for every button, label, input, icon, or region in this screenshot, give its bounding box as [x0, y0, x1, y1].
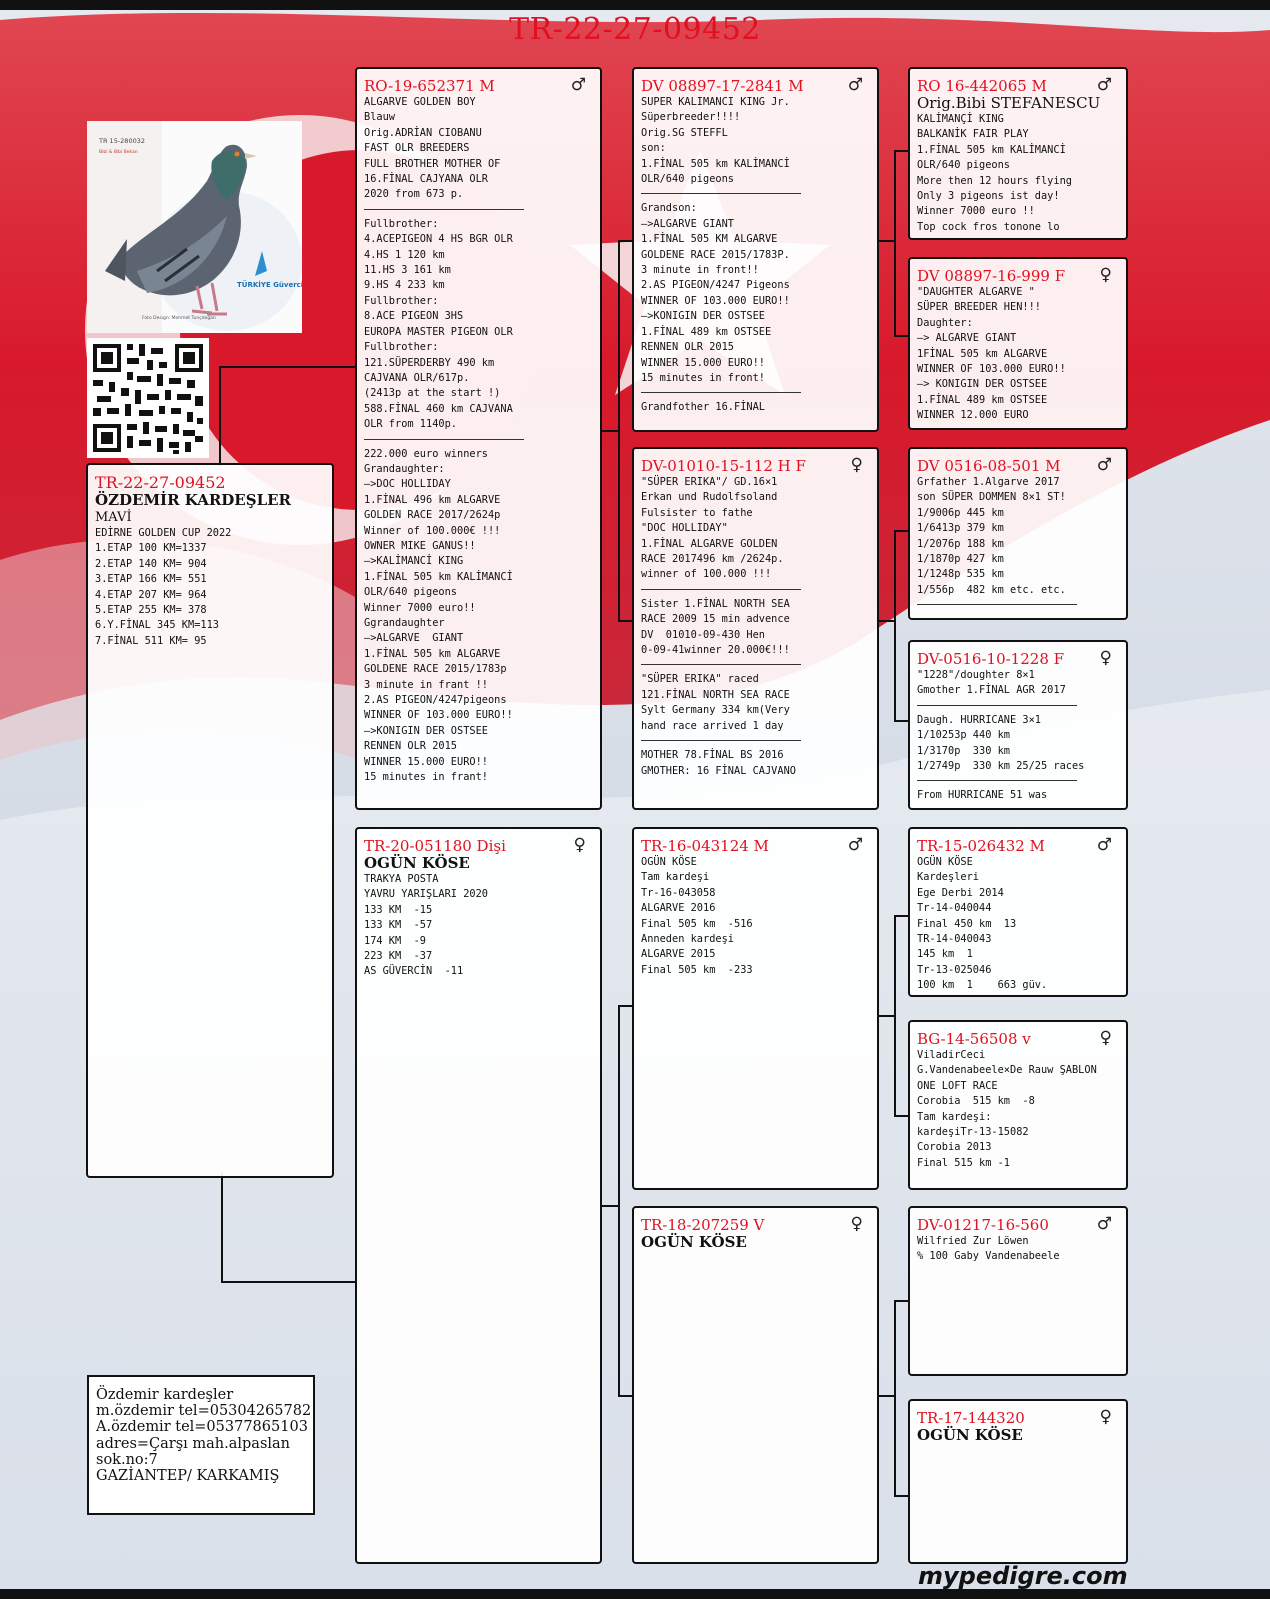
- detail-line: WINNER OF 103.000 EURO!!: [641, 294, 790, 307]
- origin-name: Orig.Bibi STEFANESCU: [917, 94, 1101, 112]
- detail-line: Fullbrother:: [364, 341, 439, 354]
- sss-card[interactable]: [908, 67, 1128, 240]
- detail-line: Orig.ADRİAN CIOBANU: [364, 126, 482, 139]
- detail-line: —> KONIGIN DER OSTSEE: [917, 378, 1048, 391]
- detail-line: GOLDENE RACE 2015/1783P.: [641, 248, 790, 261]
- detail-line: Süperbreeder!!!!: [641, 111, 741, 124]
- owner-name: OGÜN KÖSE: [917, 1426, 1023, 1444]
- details: [917, 1234, 1119, 1265]
- male-icon: ♂: [570, 75, 586, 95]
- detail-line: "1228"/doughter 8×1: [917, 669, 1035, 681]
- detail-line: 1.FİNAL 489 km OSTSEE: [917, 393, 1048, 406]
- owner-name: ÖZDEMİR KARDEŞLER: [95, 491, 292, 509]
- detail-line: ONE LOFT RACE: [917, 1079, 998, 1092]
- detail-line: Daughter:: [917, 316, 973, 329]
- ring-number: TR-15-026432 M: [917, 837, 1045, 855]
- connector-line: [618, 1005, 632, 1007]
- detail-line: Final 450 km 13: [917, 917, 1017, 930]
- dam-dam-card[interactable]: [632, 1206, 879, 1564]
- detail-line: 1.FİNAL 505 km KALİMANCİ: [364, 570, 513, 583]
- detail-line: 133 KM -57: [364, 919, 433, 932]
- detail-line: son SÜPER DOMMEN 8×1 ST!: [917, 491, 1066, 504]
- details: [641, 855, 870, 978]
- pigeon-photo: [87, 121, 302, 333]
- detail-line: 5.ETAP 255 KM= 378: [95, 604, 207, 617]
- detail-line: WINNER 15.000 EURO!!: [364, 755, 488, 768]
- detail-line: 1FİNAL 505 km ALGARVE: [917, 347, 1048, 360]
- pigeon-photo-card: [87, 121, 302, 333]
- photo-ring-text: TR 15-280032: [99, 137, 145, 145]
- detail-line: ALGARVE 2016: [641, 902, 716, 915]
- ring-number: DV-0516-10-1228 F: [917, 650, 1065, 668]
- detail-line: 2020 from 673 p.: [364, 188, 464, 201]
- divider: [917, 780, 1077, 781]
- connector-line: [894, 915, 896, 1115]
- ssd-card[interactable]: [908, 257, 1128, 430]
- detail-line: 7.FİNAL 511 KM= 95: [95, 634, 207, 647]
- detail-line: 100 km 1 663 güv.: [917, 979, 1048, 992]
- connector-line: [618, 1005, 620, 1395]
- detail-line: —>ALGARVE GIANT: [641, 217, 734, 230]
- detail-line: WINNER 12.000 EURO: [917, 409, 1029, 422]
- detail-line: 1/3170p 330 km: [917, 744, 1010, 757]
- detail-line: SUPER KALIMANCI KING Jr.: [641, 96, 790, 108]
- detail-line: AS GÜVERCİN -11: [364, 965, 464, 978]
- detail-line: 1/6413p 379 km: [917, 522, 1004, 535]
- detail-line: 1.FİNAL 505 km KALİMANCİ: [917, 143, 1066, 156]
- contact-line: Özdemir kardeşler: [96, 1387, 234, 1403]
- detail-line: 588.FİNAL 460 km CAJVANA: [364, 402, 513, 415]
- connector-line: [601, 1205, 619, 1207]
- detail-line: 1/1248p 535 km: [917, 568, 1004, 581]
- details: [917, 285, 1119, 424]
- detail-line: 3 minute in front!!: [641, 264, 759, 277]
- detail-line: G.Vandenabeele×De Rauw ŞABLON: [917, 1064, 1097, 1077]
- detail-line: 1/10253p 440 km: [917, 729, 1010, 742]
- detail-line: Gmother 1.FİNAL AGR 2017: [917, 684, 1066, 697]
- detail-line: Ege Derbi 2014: [917, 886, 1004, 899]
- detail-line: Tam kardeşi:: [917, 1110, 992, 1123]
- detail-line: —>ALGARVE GIANT: [364, 632, 464, 645]
- male-icon: ♂: [1096, 1214, 1112, 1234]
- detail-line: WINNER OF 103.000 EURO!!: [917, 363, 1066, 376]
- owner-name: OGÜN KÖSE: [641, 1233, 747, 1251]
- connector-line: [877, 1395, 895, 1397]
- male-icon: ♂: [1096, 835, 1112, 855]
- detail-line: 1.FİNAL 505 km ALGARVE: [364, 647, 501, 660]
- ring-number: TR-16-043124 M: [641, 837, 769, 855]
- detail-line: ALGARVE GOLDEN BOY: [364, 96, 476, 108]
- detail-line: 1/1870p 427 km: [917, 553, 1004, 566]
- connector-line: [877, 1015, 895, 1017]
- detail-line: Only 3 pigeons ist day!: [917, 190, 1060, 203]
- details: [95, 526, 325, 649]
- connector-line: [221, 1281, 355, 1283]
- detail-line: DV 01010-09-430 Hen: [641, 628, 765, 641]
- detail-line: Daugh. HURRICANE 3×1: [917, 713, 1041, 726]
- detail-line: 1.ETAP 100 KM=1337: [95, 542, 207, 555]
- detail-line: Corobia 515 km -8: [917, 1095, 1035, 1108]
- detail-line: Tr-14-040044: [917, 902, 992, 915]
- detail-line: 1.FİNAL 489 km OSTSEE: [641, 325, 772, 338]
- detail-line: Fullbrother:: [364, 294, 439, 307]
- detail-line: —> ALGARVE GIANT: [917, 332, 1017, 345]
- subject-card[interactable]: [86, 463, 334, 1178]
- ring-number: TR-22-27-09452: [95, 473, 226, 492]
- female-icon: ♀: [1099, 265, 1112, 285]
- detail-line: Tr-13-025046: [917, 963, 992, 976]
- contact-line: GAZİANTEP/ KARKAMIŞ: [96, 1468, 280, 1485]
- ring-number: RO-19-652371 M: [364, 77, 495, 95]
- detail-line: Winner 7000 euro!!: [364, 601, 476, 614]
- detail-line: 1/2749p 330 km 25/25 races: [917, 760, 1085, 773]
- detail-line: Sister 1.FİNAL NORTH SEA: [641, 597, 790, 610]
- connector-line: [219, 366, 355, 368]
- detail-line: ALGARVE 2015: [641, 948, 716, 961]
- detail-line: Fullbrother:: [364, 217, 439, 230]
- detail-line: KALİMANÇİ KING: [917, 113, 1004, 125]
- detail-line: Grfather 1.Algarve 2017: [917, 476, 1060, 488]
- ring-number: BG-14-56508 v: [917, 1030, 1031, 1048]
- connector-line: [894, 530, 896, 720]
- divider: [364, 439, 524, 440]
- male-icon: ♂: [847, 835, 863, 855]
- detail-line: Ggrandaughter: [364, 617, 445, 629]
- detail-line: Tr-16-043058: [641, 886, 716, 899]
- ring-number: DV 08897-16-999 F: [917, 267, 1066, 285]
- detail-line: "SÜPER ERIKA" raced: [641, 673, 759, 686]
- detail-line: 3.ETAP 166 KM= 551: [95, 573, 207, 586]
- detail-line: "DAUGHTER ALGARVE ": [917, 286, 1035, 298]
- brand-watermark[interactable]: mypedigre.com: [918, 1562, 1128, 1590]
- page-title: TR-22-27-09452: [509, 12, 761, 47]
- ddd-card[interactable]: [908, 1399, 1128, 1564]
- detail-line: 8.ACE PIGEON 3HS: [364, 310, 464, 323]
- divider: [641, 392, 801, 393]
- detail-line: TR-14-040043: [917, 933, 992, 946]
- detail-line: 4.ETAP 207 KM= 964: [95, 588, 207, 601]
- detail-line: EUROPA MASTER PIGEON OLR: [364, 325, 513, 338]
- detail-line: 2.ETAP 140 KM= 904: [95, 557, 207, 570]
- connector-line: [894, 1495, 908, 1497]
- connector-line: [618, 1395, 632, 1397]
- detail-line: Final 515 km -1: [917, 1156, 1010, 1169]
- owner-name: OGÜN KÖSE: [364, 854, 470, 872]
- details: [641, 95, 870, 416]
- detail-line: "DOC HOLLIDAY": [641, 522, 728, 535]
- divider: [917, 705, 1077, 706]
- detail-line: 145 km 1: [917, 948, 973, 961]
- female-icon: ♀: [1099, 648, 1112, 668]
- ring-number: RO 16-442065 M: [917, 77, 1047, 95]
- detail-line: RENNEN OLR 2015: [641, 341, 734, 354]
- contact-line: adres=Çarşı mah.alpaslan: [96, 1435, 291, 1452]
- detail-line: Fulsister to fathe: [641, 506, 753, 519]
- connector-line: [601, 430, 619, 432]
- sds-card[interactable]: [908, 447, 1128, 620]
- detail-line: GOLDENE RACE 2015/1783p: [364, 663, 507, 676]
- detail-line: —>KALİMANCİ KING: [364, 555, 464, 568]
- detail-line: 222.000 euro winners: [364, 447, 488, 460]
- detail-line: 133 KM -15: [364, 903, 433, 916]
- detail-line: Winner 7000 euro !!: [917, 205, 1035, 218]
- detail-line: Orig.SG STEFFL: [641, 126, 728, 139]
- detail-line: OGÜN KÖSE: [917, 856, 973, 868]
- sdd-card[interactable]: [908, 640, 1128, 810]
- connector-line: [894, 720, 908, 722]
- detail-line: 1.FİNAL ALGARVE GOLDEN: [641, 537, 778, 550]
- female-icon: ♀: [1099, 1407, 1112, 1427]
- detail-line: OGÜN KÖSE: [641, 856, 697, 868]
- detail-line: FULL BROTHER MOTHER OF: [364, 157, 501, 170]
- sire-card[interactable]: [355, 67, 602, 810]
- photo-line-1: Bibi & Bibi Bekan: [99, 150, 138, 155]
- details: [641, 475, 870, 779]
- detail-line: "SÜPER ERIKA"/ GD.16×1: [641, 476, 778, 488]
- qr-code-icon: [87, 338, 209, 458]
- male-icon: ♂: [1096, 75, 1112, 95]
- detail-line: 1/9006p 445 km: [917, 506, 1004, 519]
- contact-line: m.özdemir tel=05304265782: [96, 1403, 312, 1420]
- detail-line: 223 KM -37: [364, 950, 433, 963]
- details: [364, 95, 593, 785]
- detail-line: Final 505 km -233: [641, 963, 753, 976]
- female-icon: ♀: [850, 1214, 863, 1234]
- detail-line: Winner of 100.000€ !!!: [364, 524, 501, 537]
- detail-line: OLR/640 pigeons: [917, 159, 1010, 172]
- detail-line: 11.HS 3 161 km: [364, 264, 451, 277]
- detail-line: 121.FİNAL NORTH SEA RACE: [641, 688, 790, 701]
- detail-line: GMOTHER: 16 FİNAL CAJVANO: [641, 764, 796, 777]
- connector-line: [618, 620, 632, 622]
- connector-line: [894, 150, 908, 152]
- detail-line: OLR from 1140p.: [364, 418, 457, 431]
- female-icon: ♀: [573, 835, 586, 855]
- pigeon-color: MAVİ: [95, 510, 132, 525]
- detail-line: (2413p at the start !): [364, 387, 501, 400]
- detail-line: —>DOC HOLLIDAY: [364, 478, 451, 491]
- detail-line: Corobia 2013: [917, 1141, 992, 1154]
- divider: [364, 209, 524, 210]
- dam-card[interactable]: [355, 827, 602, 1564]
- detail-line: Tam kardeşi: [641, 871, 710, 884]
- details: [917, 668, 1119, 804]
- detail-line: hand race arrived 1 day: [641, 719, 784, 732]
- detail-line: WINNER OF 103.000 EURO!!: [364, 709, 513, 722]
- detail-line: Blauw: [364, 111, 395, 124]
- detail-line: RACE 2017496 km /2624p.: [641, 553, 784, 566]
- details: [364, 872, 593, 980]
- detail-line: OLR/640 pigeons: [641, 173, 734, 186]
- ring-number: DV 08897-17-2841 M: [641, 77, 804, 95]
- ring-number: TR-18-207259 V: [641, 1216, 765, 1234]
- detail-line: 4.HS 1 120 km: [364, 248, 445, 261]
- ring-number: DV-01217-16-560: [917, 1216, 1049, 1234]
- detail-line: Erkan und Rudolfsoland: [641, 491, 778, 504]
- detail-line: OWNER MIKE GANUS!!: [364, 539, 476, 552]
- detail-line: son:: [641, 142, 666, 155]
- male-icon: ♂: [1096, 455, 1112, 475]
- detail-line: Final 505 km -516: [641, 917, 753, 930]
- female-icon: ♀: [850, 455, 863, 475]
- ring-number: TR-20-051180 Dişi: [364, 837, 506, 855]
- detail-line: 3 minute in frant !!: [364, 678, 488, 691]
- details: [917, 112, 1119, 235]
- detail-line: Sylt Germany 334 km(Very: [641, 704, 790, 717]
- detail-line: Grandfother 16.FİNAL: [641, 401, 765, 414]
- dam-sire-card[interactable]: [632, 827, 879, 1190]
- ring-number: DV 0516-08-501 M: [917, 457, 1061, 475]
- detail-line: TRAKYA POSTA: [364, 873, 439, 885]
- ring-number: DV-01010-15-112 H F: [641, 457, 806, 475]
- divider: [641, 740, 801, 741]
- detail-line: 1/556p 482 km etc. etc.: [917, 583, 1066, 596]
- photo-caption: Foto Design: Mehmet Tunçdoğan: [142, 316, 216, 321]
- detail-line: BALKANİK FAIR PLAY: [917, 128, 1029, 141]
- connector-line: [219, 366, 221, 466]
- divider: [917, 604, 1077, 605]
- detail-line: 15 minutes in front!: [641, 371, 765, 384]
- detail-line: 121.SÜPERDERBY 490 km: [364, 356, 495, 369]
- divider: [641, 589, 801, 590]
- detail-line: RENNEN OLR 2015: [364, 740, 457, 753]
- detail-line: 0-09-41winner 20.000€!!!: [641, 644, 790, 657]
- divider: [641, 193, 801, 194]
- ring-number: TR-17-144320: [917, 1409, 1025, 1427]
- contact-line: sok.no:7: [96, 1451, 158, 1468]
- detail-line: WINNER 15.000 EURO!!: [641, 356, 765, 369]
- detail-line: kardeşiTr-13-15082: [917, 1126, 1029, 1139]
- detail-line: 1/2076p 188 km: [917, 537, 1004, 550]
- connector-line: [221, 1172, 223, 1282]
- detail-line: More then 12 hours flying: [917, 174, 1072, 187]
- detail-line: 2.AS PIGEON/4247pigeons: [364, 694, 507, 707]
- detail-line: 1.FİNAL 505 KM ALGARVE: [641, 233, 778, 246]
- qr-code[interactable]: [87, 338, 209, 458]
- connector-line: [877, 240, 895, 242]
- connector-line: [894, 915, 908, 917]
- contact-info-box: [87, 1375, 315, 1515]
- detail-line: 1.FİNAL 505 km KALİMANCİ: [641, 157, 790, 170]
- dsd-card[interactable]: [908, 1020, 1128, 1190]
- detail-line: GOLDEN RACE 2017/2624p: [364, 509, 501, 522]
- connector-line: [894, 150, 896, 335]
- divider: [641, 664, 801, 665]
- detail-line: RACE 2009 15 min advence: [641, 613, 790, 626]
- top-border: [0, 0, 1270, 10]
- connector-line: [894, 530, 908, 532]
- detail-line: SÜPER BREEDER HEN!!!: [917, 301, 1041, 314]
- detail-line: —>KONIGIN DER OSTSEE: [364, 724, 488, 737]
- connector-line: [894, 1300, 896, 1495]
- detail-line: EDİRNE GOLDEN CUP 2022: [95, 527, 232, 539]
- detail-line: 16.FİNAL CAJYANA OLR: [364, 173, 488, 186]
- detail-line: Anneden kardeşi: [641, 933, 734, 946]
- male-icon: ♂: [847, 75, 863, 95]
- detail-line: 1.FİNAL 496 km ALGARVE: [364, 493, 501, 506]
- detail-line: 6.Y.FİNAL 345 KM=113: [95, 619, 219, 632]
- detail-line: % 100 Gaby Vandenabeele: [917, 1250, 1060, 1263]
- details: [917, 475, 1119, 605]
- detail-line: YAVRU YARIŞLARI 2020: [364, 888, 488, 901]
- connector-line: [618, 240, 632, 242]
- detail-line: 4.ACEPIGEON 4 HS BGR OLR: [364, 233, 513, 246]
- contact-line: A.özdemir tel=05377865103: [96, 1419, 308, 1436]
- photo-logo-text: TÜRKİYE Güvercin: [237, 281, 302, 289]
- detail-line: Kardeşleri: [917, 871, 979, 884]
- sire-dam-card[interactable]: [632, 447, 879, 810]
- sire-sire-card[interactable]: [632, 67, 879, 432]
- detail-line: Grandaughter:: [364, 462, 445, 475]
- details: [917, 855, 1119, 994]
- detail-line: From HURRICANE 51 was: [917, 789, 1048, 802]
- connector-line: [894, 1300, 908, 1302]
- connector-line: [894, 335, 908, 337]
- detail-line: —>KONIGIN DER OSTSEE: [641, 310, 765, 323]
- detail-line: Grandson:: [641, 202, 697, 215]
- detail-line: OLR/640 pigeons: [364, 586, 457, 599]
- bottom-border: [0, 1589, 1270, 1599]
- detail-line: CAJVANA OLR/617p.: [364, 371, 470, 384]
- connector-line: [618, 240, 620, 620]
- connector-line: [877, 620, 895, 622]
- details: [917, 1048, 1119, 1171]
- dss-card[interactable]: [908, 827, 1128, 997]
- detail-line: 2.AS PIGEON/4247 Pigeons: [641, 279, 790, 292]
- detail-line: MOTHER 78.FİNAL BS 2016: [641, 749, 784, 762]
- detail-line: FAST OLR BREEDERS: [364, 142, 470, 155]
- detail-line: 15 minutes in frant!: [364, 771, 488, 784]
- detail-line: winner of 100.000 !!!: [641, 568, 772, 581]
- detail-line: 174 KM -9: [364, 934, 426, 947]
- detail-line: Top cock fros tonone lo: [917, 220, 1060, 233]
- dds-card[interactable]: [908, 1206, 1128, 1376]
- detail-line: 9.HS 4 233 km: [364, 279, 445, 292]
- detail-line: Wilfried Zur Löwen: [917, 1235, 1029, 1247]
- female-icon: ♀: [1099, 1028, 1112, 1048]
- detail-line: ViladirCeci: [917, 1049, 986, 1061]
- connector-line: [894, 1115, 908, 1117]
